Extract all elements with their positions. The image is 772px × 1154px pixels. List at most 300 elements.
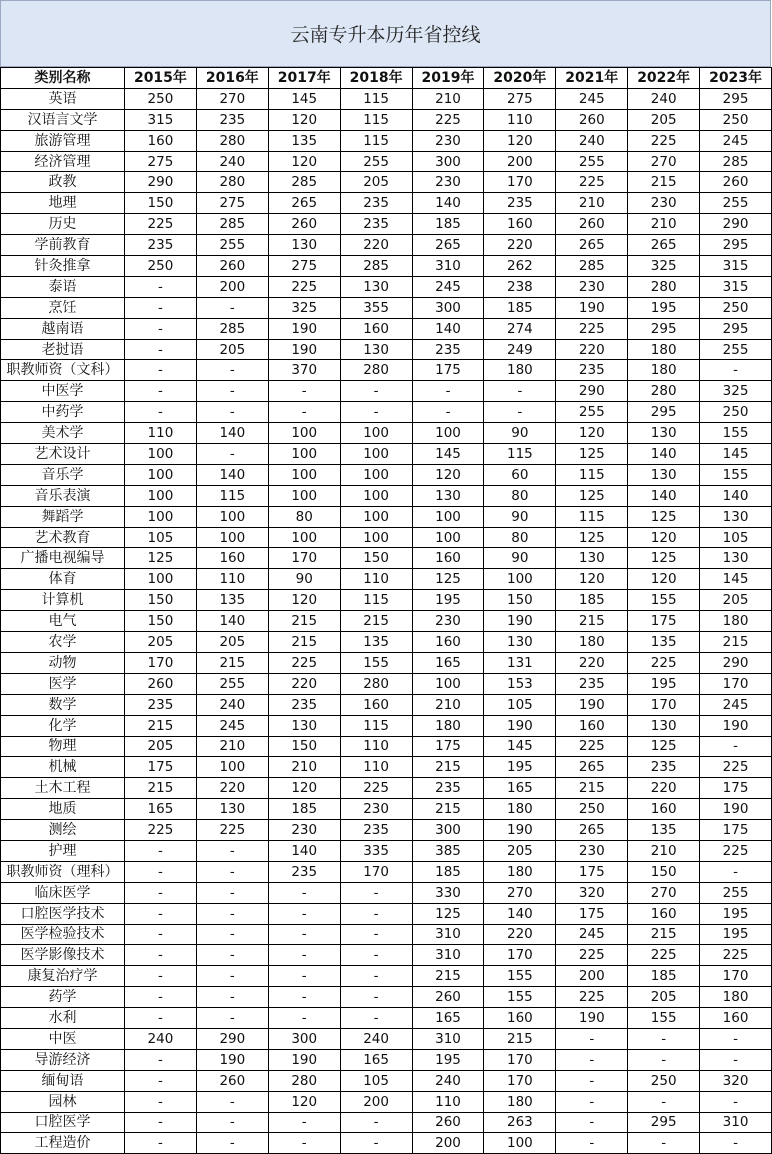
score-cell[interactable]: 240 xyxy=(556,130,628,151)
score-cell[interactable]: - xyxy=(700,861,772,882)
category-cell[interactable]: 泰语 xyxy=(1,276,125,297)
score-cell[interactable]: 260 xyxy=(268,214,340,235)
score-cell[interactable]: - xyxy=(700,1049,772,1070)
score-cell[interactable]: - xyxy=(268,966,340,987)
score-cell[interactable]: 60 xyxy=(484,464,556,485)
score-cell[interactable]: 230 xyxy=(412,611,484,632)
score-cell[interactable]: 200 xyxy=(484,151,556,172)
score-cell[interactable]: 100 xyxy=(412,506,484,527)
score-cell[interactable]: 175 xyxy=(556,861,628,882)
score-cell[interactable]: 295 xyxy=(700,318,772,339)
score-cell[interactable]: 110 xyxy=(340,757,412,778)
score-cell[interactable]: 225 xyxy=(412,109,484,130)
score-cell[interactable]: 160 xyxy=(412,548,484,569)
score-cell[interactable]: 205 xyxy=(125,632,197,653)
score-cell[interactable]: 275 xyxy=(196,193,268,214)
score-cell[interactable]: - xyxy=(700,1133,772,1154)
score-cell[interactable]: 225 xyxy=(268,276,340,297)
category-cell[interactable]: 艺术设计 xyxy=(1,444,125,465)
score-cell[interactable]: - xyxy=(125,903,197,924)
score-cell[interactable]: 235 xyxy=(268,861,340,882)
score-cell[interactable]: 235 xyxy=(340,820,412,841)
score-cell[interactable]: 215 xyxy=(412,799,484,820)
score-cell[interactable]: 205 xyxy=(628,987,700,1008)
score-cell[interactable]: - xyxy=(196,840,268,861)
score-cell[interactable]: 125 xyxy=(628,736,700,757)
score-cell[interactable]: 270 xyxy=(196,88,268,109)
score-cell[interactable]: 130 xyxy=(268,235,340,256)
score-cell[interactable]: 170 xyxy=(268,548,340,569)
score-cell[interactable]: 160 xyxy=(484,214,556,235)
score-cell[interactable]: 263 xyxy=(484,1112,556,1133)
score-cell[interactable]: - xyxy=(628,1049,700,1070)
score-cell[interactable]: 215 xyxy=(412,966,484,987)
score-cell[interactable]: 210 xyxy=(412,694,484,715)
category-cell[interactable]: 地理 xyxy=(1,193,125,214)
category-cell[interactable]: 经济管理 xyxy=(1,151,125,172)
score-cell[interactable]: 105 xyxy=(700,527,772,548)
category-cell[interactable]: 学前教育 xyxy=(1,235,125,256)
score-cell[interactable]: - xyxy=(196,924,268,945)
score-cell[interactable]: 255 xyxy=(196,673,268,694)
score-cell[interactable]: 125 xyxy=(628,548,700,569)
score-cell[interactable]: 100 xyxy=(268,423,340,444)
score-cell[interactable]: - xyxy=(268,903,340,924)
score-cell[interactable]: 125 xyxy=(556,527,628,548)
score-cell[interactable]: 130 xyxy=(700,548,772,569)
score-cell[interactable]: - xyxy=(196,402,268,423)
score-cell[interactable]: 100 xyxy=(268,464,340,485)
score-cell[interactable]: 240 xyxy=(196,694,268,715)
score-cell[interactable]: 235 xyxy=(484,193,556,214)
score-cell[interactable]: 230 xyxy=(628,193,700,214)
score-cell[interactable]: - xyxy=(700,1028,772,1049)
score-cell[interactable]: 120 xyxy=(268,151,340,172)
score-cell[interactable]: - xyxy=(268,381,340,402)
score-cell[interactable]: 90 xyxy=(484,506,556,527)
column-header-year[interactable]: 2020年 xyxy=(484,68,556,89)
score-cell[interactable]: 225 xyxy=(628,652,700,673)
category-cell[interactable]: 体育 xyxy=(1,569,125,590)
score-cell[interactable]: 130 xyxy=(196,799,268,820)
column-header-year[interactable]: 2015年 xyxy=(125,68,197,89)
score-cell[interactable]: 225 xyxy=(556,736,628,757)
score-cell[interactable]: 100 xyxy=(196,757,268,778)
score-cell[interactable]: 315 xyxy=(700,256,772,277)
category-cell[interactable]: 医学影像技术 xyxy=(1,945,125,966)
score-cell[interactable]: 190 xyxy=(556,1008,628,1029)
score-cell[interactable]: 285 xyxy=(268,172,340,193)
score-cell[interactable]: 210 xyxy=(412,88,484,109)
score-cell[interactable]: - xyxy=(196,945,268,966)
score-cell[interactable]: 190 xyxy=(700,715,772,736)
score-cell[interactable]: 270 xyxy=(628,151,700,172)
score-cell[interactable]: 115 xyxy=(340,130,412,151)
score-cell[interactable]: 135 xyxy=(268,130,340,151)
score-cell[interactable]: 175 xyxy=(412,360,484,381)
score-cell[interactable]: 255 xyxy=(700,882,772,903)
score-cell[interactable]: 120 xyxy=(268,109,340,130)
score-cell[interactable]: 160 xyxy=(340,694,412,715)
score-cell[interactable]: 110 xyxy=(196,569,268,590)
category-cell[interactable]: 导游经济 xyxy=(1,1049,125,1070)
score-cell[interactable]: 115 xyxy=(196,485,268,506)
score-cell[interactable]: - xyxy=(340,1008,412,1029)
score-cell[interactable]: 115 xyxy=(556,506,628,527)
score-cell[interactable]: 255 xyxy=(196,235,268,256)
score-cell[interactable]: 180 xyxy=(628,339,700,360)
score-cell[interactable]: 230 xyxy=(340,799,412,820)
score-cell[interactable]: 131 xyxy=(484,652,556,673)
score-cell[interactable]: 150 xyxy=(628,861,700,882)
score-cell[interactable]: 295 xyxy=(700,88,772,109)
score-cell[interactable]: 115 xyxy=(340,715,412,736)
score-cell[interactable]: 220 xyxy=(484,235,556,256)
score-cell[interactable]: 260 xyxy=(556,109,628,130)
score-cell[interactable]: 250 xyxy=(628,1070,700,1091)
score-cell[interactable]: 225 xyxy=(125,214,197,235)
score-cell[interactable]: 100 xyxy=(196,506,268,527)
score-cell[interactable]: 100 xyxy=(125,569,197,590)
score-cell[interactable]: 235 xyxy=(412,778,484,799)
score-cell[interactable]: - xyxy=(268,1112,340,1133)
score-cell[interactable]: 135 xyxy=(196,590,268,611)
category-cell[interactable]: 烹饪 xyxy=(1,297,125,318)
category-cell[interactable]: 缅甸语 xyxy=(1,1070,125,1091)
score-cell[interactable]: 185 xyxy=(412,214,484,235)
score-cell[interactable]: - xyxy=(268,1133,340,1154)
category-cell[interactable]: 动物 xyxy=(1,652,125,673)
score-cell[interactable]: 205 xyxy=(700,590,772,611)
score-cell[interactable]: 140 xyxy=(484,903,556,924)
score-cell[interactable]: 235 xyxy=(412,339,484,360)
score-cell[interactable]: 100 xyxy=(412,423,484,444)
score-cell[interactable]: 160 xyxy=(628,903,700,924)
score-cell[interactable]: 100 xyxy=(340,423,412,444)
score-cell[interactable]: 185 xyxy=(412,861,484,882)
score-cell[interactable]: 300 xyxy=(412,151,484,172)
score-cell[interactable]: 250 xyxy=(700,109,772,130)
category-cell[interactable]: 音乐学 xyxy=(1,464,125,485)
score-cell[interactable]: 130 xyxy=(628,715,700,736)
score-cell[interactable]: - xyxy=(556,1091,628,1112)
category-cell[interactable]: 药学 xyxy=(1,987,125,1008)
score-cell[interactable]: 195 xyxy=(484,757,556,778)
score-cell[interactable]: 245 xyxy=(556,924,628,945)
score-cell[interactable]: 255 xyxy=(556,402,628,423)
score-cell[interactable]: - xyxy=(196,987,268,1008)
score-cell[interactable]: - xyxy=(125,945,197,966)
score-cell[interactable]: 205 xyxy=(196,339,268,360)
score-cell[interactable]: 105 xyxy=(484,694,556,715)
score-cell[interactable]: 220 xyxy=(556,339,628,360)
score-cell[interactable]: 125 xyxy=(628,506,700,527)
score-cell[interactable]: 235 xyxy=(125,235,197,256)
score-cell[interactable]: 190 xyxy=(484,820,556,841)
score-cell[interactable]: 285 xyxy=(556,256,628,277)
score-cell[interactable]: 310 xyxy=(412,945,484,966)
score-cell[interactable]: 110 xyxy=(340,569,412,590)
score-cell[interactable]: 165 xyxy=(125,799,197,820)
score-cell[interactable]: 225 xyxy=(556,945,628,966)
score-cell[interactable]: - xyxy=(125,966,197,987)
score-cell[interactable]: 230 xyxy=(412,172,484,193)
score-cell[interactable]: 120 xyxy=(412,464,484,485)
score-cell[interactable]: 195 xyxy=(700,924,772,945)
score-cell[interactable]: - xyxy=(700,360,772,381)
category-cell[interactable]: 美术学 xyxy=(1,423,125,444)
category-cell[interactable]: 机械 xyxy=(1,757,125,778)
score-cell[interactable]: 245 xyxy=(700,130,772,151)
score-cell[interactable]: 115 xyxy=(340,88,412,109)
score-cell[interactable]: 315 xyxy=(125,109,197,130)
score-cell[interactable]: 255 xyxy=(340,151,412,172)
category-cell[interactable]: 口腔医学 xyxy=(1,1112,125,1133)
score-cell[interactable]: 190 xyxy=(268,1049,340,1070)
score-cell[interactable]: 180 xyxy=(556,632,628,653)
score-cell[interactable]: 205 xyxy=(196,632,268,653)
score-cell[interactable]: 100 xyxy=(268,527,340,548)
score-cell[interactable]: 260 xyxy=(556,214,628,235)
score-cell[interactable]: 130 xyxy=(484,632,556,653)
score-cell[interactable]: 100 xyxy=(340,485,412,506)
score-cell[interactable]: 120 xyxy=(628,527,700,548)
score-cell[interactable]: 285 xyxy=(340,256,412,277)
score-cell[interactable]: - xyxy=(125,1112,197,1133)
score-cell[interactable]: 265 xyxy=(556,820,628,841)
score-cell[interactable]: - xyxy=(125,339,197,360)
score-cell[interactable]: - xyxy=(125,276,197,297)
score-cell[interactable]: 100 xyxy=(125,485,197,506)
score-cell[interactable]: 180 xyxy=(700,987,772,1008)
score-cell[interactable]: 225 xyxy=(700,945,772,966)
score-cell[interactable]: - xyxy=(196,1091,268,1112)
score-cell[interactable]: 225 xyxy=(628,945,700,966)
score-cell[interactable]: 295 xyxy=(628,1112,700,1133)
score-cell[interactable]: 265 xyxy=(628,235,700,256)
category-cell[interactable]: 临床医学 xyxy=(1,882,125,903)
score-cell[interactable]: 275 xyxy=(268,256,340,277)
score-cell[interactable]: 100 xyxy=(340,464,412,485)
score-cell[interactable]: - xyxy=(125,381,197,402)
score-cell[interactable]: 250 xyxy=(125,88,197,109)
score-cell[interactable]: 230 xyxy=(268,820,340,841)
score-cell[interactable]: - xyxy=(125,1133,197,1154)
score-cell[interactable]: 155 xyxy=(628,590,700,611)
score-cell[interactable]: - xyxy=(196,966,268,987)
score-cell[interactable]: 115 xyxy=(484,444,556,465)
category-cell[interactable]: 护理 xyxy=(1,840,125,861)
score-cell[interactable]: 300 xyxy=(268,1028,340,1049)
column-header-year[interactable]: 2021年 xyxy=(556,68,628,89)
score-cell[interactable]: 295 xyxy=(628,402,700,423)
score-cell[interactable]: 160 xyxy=(125,130,197,151)
score-cell[interactable]: 385 xyxy=(412,840,484,861)
score-cell[interactable]: 155 xyxy=(484,987,556,1008)
score-cell[interactable]: - xyxy=(125,924,197,945)
category-cell[interactable]: 中医 xyxy=(1,1028,125,1049)
score-cell[interactable]: 280 xyxy=(628,276,700,297)
score-cell[interactable]: 320 xyxy=(556,882,628,903)
score-cell[interactable]: 140 xyxy=(268,840,340,861)
score-cell[interactable]: 170 xyxy=(484,945,556,966)
score-cell[interactable]: 80 xyxy=(484,527,556,548)
score-cell[interactable]: 150 xyxy=(484,590,556,611)
score-cell[interactable]: 145 xyxy=(700,569,772,590)
score-cell[interactable]: - xyxy=(268,882,340,903)
score-cell[interactable]: - xyxy=(340,987,412,1008)
score-cell[interactable]: 245 xyxy=(700,694,772,715)
score-cell[interactable]: 280 xyxy=(196,172,268,193)
score-cell[interactable]: 245 xyxy=(196,715,268,736)
score-cell[interactable]: - xyxy=(196,444,268,465)
score-cell[interactable]: - xyxy=(196,1112,268,1133)
score-cell[interactable]: 200 xyxy=(196,276,268,297)
score-cell[interactable]: 270 xyxy=(484,882,556,903)
score-cell[interactable]: 325 xyxy=(628,256,700,277)
score-cell[interactable]: 170 xyxy=(628,694,700,715)
score-cell[interactable]: - xyxy=(196,861,268,882)
score-cell[interactable]: 230 xyxy=(556,276,628,297)
column-header-year[interactable]: 2018年 xyxy=(340,68,412,89)
score-cell[interactable]: - xyxy=(196,1008,268,1029)
score-cell[interactable]: - xyxy=(556,1070,628,1091)
category-cell[interactable]: 音乐表演 xyxy=(1,485,125,506)
score-cell[interactable]: 290 xyxy=(700,214,772,235)
score-cell[interactable]: 225 xyxy=(556,172,628,193)
score-cell[interactable]: 135 xyxy=(628,820,700,841)
score-cell[interactable]: 250 xyxy=(700,297,772,318)
category-cell[interactable]: 中药学 xyxy=(1,402,125,423)
category-cell[interactable]: 英语 xyxy=(1,88,125,109)
score-cell[interactable]: 235 xyxy=(628,757,700,778)
score-cell[interactable]: 195 xyxy=(628,673,700,694)
score-cell[interactable]: - xyxy=(340,966,412,987)
score-cell[interactable]: 130 xyxy=(268,715,340,736)
score-cell[interactable]: 220 xyxy=(340,235,412,256)
score-cell[interactable]: - xyxy=(556,1112,628,1133)
score-cell[interactable]: 330 xyxy=(412,882,484,903)
score-cell[interactable]: 110 xyxy=(412,1091,484,1112)
score-cell[interactable]: 145 xyxy=(412,444,484,465)
score-cell[interactable]: 225 xyxy=(268,652,340,673)
score-cell[interactable]: - xyxy=(340,1112,412,1133)
score-cell[interactable]: 200 xyxy=(412,1133,484,1154)
score-cell[interactable]: 215 xyxy=(556,778,628,799)
score-cell[interactable]: 249 xyxy=(484,339,556,360)
score-cell[interactable]: 110 xyxy=(484,109,556,130)
score-cell[interactable]: 140 xyxy=(196,464,268,485)
score-cell[interactable]: - xyxy=(125,318,197,339)
score-cell[interactable]: - xyxy=(125,402,197,423)
score-cell[interactable]: 100 xyxy=(268,444,340,465)
score-cell[interactable]: 245 xyxy=(412,276,484,297)
score-cell[interactable]: 215 xyxy=(125,778,197,799)
score-cell[interactable]: 170 xyxy=(484,1049,556,1070)
score-cell[interactable]: 180 xyxy=(484,1091,556,1112)
score-cell[interactable]: 220 xyxy=(556,652,628,673)
score-cell[interactable]: 210 xyxy=(268,757,340,778)
category-cell[interactable]: 艺术教育 xyxy=(1,527,125,548)
score-cell[interactable]: 125 xyxy=(412,569,484,590)
score-cell[interactable]: 215 xyxy=(196,652,268,673)
score-cell[interactable]: 170 xyxy=(700,673,772,694)
column-header-year[interactable]: 2023年 xyxy=(700,68,772,89)
score-cell[interactable]: 165 xyxy=(340,1049,412,1070)
score-cell[interactable]: - xyxy=(125,1049,197,1070)
score-cell[interactable]: 100 xyxy=(340,527,412,548)
score-cell[interactable]: 240 xyxy=(196,151,268,172)
score-cell[interactable]: 125 xyxy=(556,444,628,465)
category-cell[interactable]: 针灸推拿 xyxy=(1,256,125,277)
score-cell[interactable]: 230 xyxy=(556,840,628,861)
score-cell[interactable]: 195 xyxy=(412,590,484,611)
score-cell[interactable]: 220 xyxy=(628,778,700,799)
score-cell[interactable]: 265 xyxy=(268,193,340,214)
score-cell[interactable]: 295 xyxy=(628,318,700,339)
score-cell[interactable]: - xyxy=(340,381,412,402)
score-cell[interactable]: 215 xyxy=(484,1028,556,1049)
score-cell[interactable]: - xyxy=(196,903,268,924)
score-cell[interactable]: 185 xyxy=(556,590,628,611)
score-cell[interactable]: - xyxy=(340,1133,412,1154)
score-cell[interactable]: 160 xyxy=(196,548,268,569)
score-cell[interactable]: 265 xyxy=(556,757,628,778)
column-header-year[interactable]: 2019年 xyxy=(412,68,484,89)
score-cell[interactable]: 100 xyxy=(125,506,197,527)
score-cell[interactable]: - xyxy=(340,945,412,966)
score-cell[interactable]: 185 xyxy=(268,799,340,820)
score-cell[interactable]: 100 xyxy=(412,673,484,694)
score-cell[interactable]: 270 xyxy=(628,882,700,903)
score-cell[interactable]: 265 xyxy=(412,235,484,256)
score-cell[interactable]: 250 xyxy=(125,256,197,277)
score-cell[interactable]: 160 xyxy=(484,1008,556,1029)
score-cell[interactable]: 175 xyxy=(700,778,772,799)
category-cell[interactable]: 土木工程 xyxy=(1,778,125,799)
score-cell[interactable]: - xyxy=(268,987,340,1008)
score-cell[interactable]: 290 xyxy=(125,172,197,193)
score-cell[interactable]: 165 xyxy=(412,1008,484,1029)
score-cell[interactable]: 160 xyxy=(628,799,700,820)
score-cell[interactable]: 90 xyxy=(484,548,556,569)
score-cell[interactable]: 140 xyxy=(700,485,772,506)
category-cell[interactable]: 职教师资（理科） xyxy=(1,861,125,882)
score-cell[interactable]: 250 xyxy=(556,799,628,820)
score-cell[interactable]: 155 xyxy=(484,966,556,987)
score-cell[interactable]: 190 xyxy=(484,715,556,736)
score-cell[interactable]: 130 xyxy=(628,423,700,444)
category-cell[interactable]: 口腔医学技术 xyxy=(1,903,125,924)
score-cell[interactable]: 150 xyxy=(125,611,197,632)
score-cell[interactable]: 130 xyxy=(700,506,772,527)
score-cell[interactable]: 225 xyxy=(700,757,772,778)
score-cell[interactable]: - xyxy=(484,381,556,402)
score-cell[interactable]: 100 xyxy=(412,527,484,548)
score-cell[interactable]: 185 xyxy=(484,297,556,318)
score-cell[interactable]: - xyxy=(196,381,268,402)
score-cell[interactable]: 90 xyxy=(268,569,340,590)
score-cell[interactable]: 300 xyxy=(412,820,484,841)
score-cell[interactable]: 180 xyxy=(484,861,556,882)
category-cell[interactable]: 历史 xyxy=(1,214,125,235)
score-cell[interactable]: 150 xyxy=(125,590,197,611)
score-cell[interactable]: 260 xyxy=(412,987,484,1008)
score-cell[interactable]: 175 xyxy=(700,820,772,841)
score-cell[interactable]: 280 xyxy=(268,1070,340,1091)
score-cell[interactable]: - xyxy=(125,987,197,1008)
score-cell[interactable]: 225 xyxy=(628,130,700,151)
